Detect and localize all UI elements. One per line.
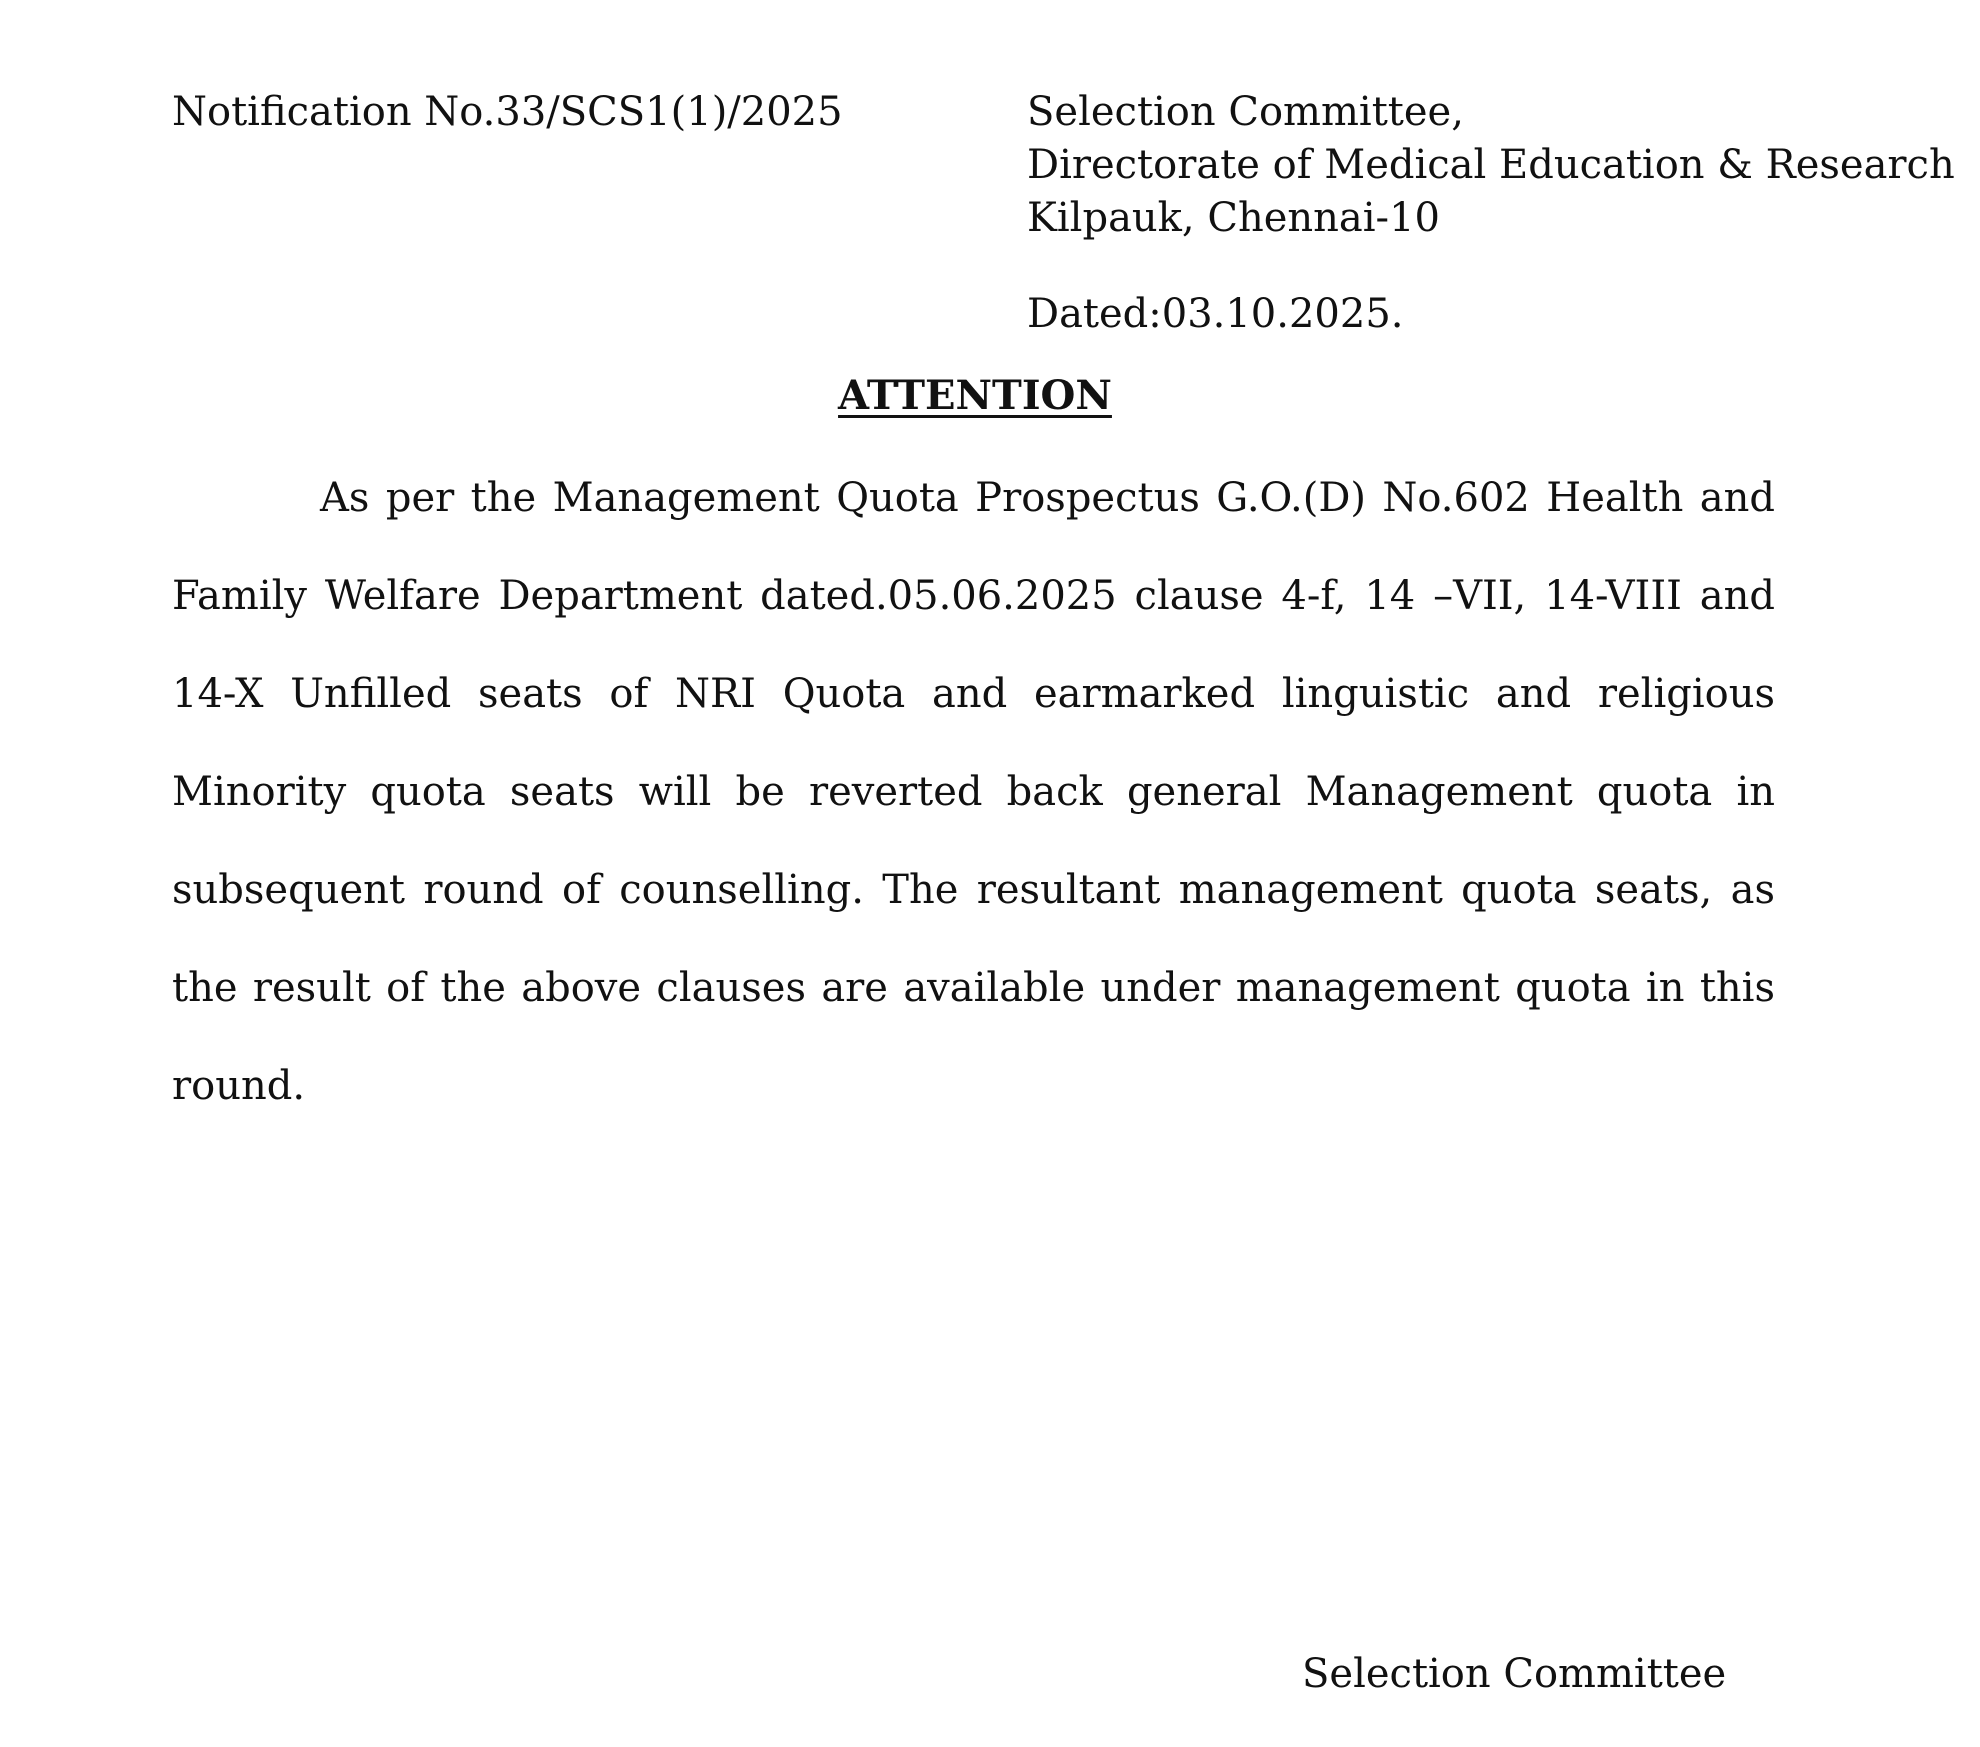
attention-heading: ATTENTION (838, 372, 1112, 419)
address-line-committee: Selection Committee, (1027, 89, 1464, 135)
address-line-city: Kilpauk, Chennai-10 (1027, 195, 1440, 241)
notification-date: Dated:03.10.2025. (1027, 291, 1404, 337)
notification-number: Notification No.33/SCS1(1)/2025 (172, 89, 843, 135)
notice-body-paragraph: As per the Management Quota Prospectus G.O.(D) No.602 Health and Family Welfare Department dated.05.06.2025 clause 4-f, 14 –VII, 14-VIII and 14-X Unfilled seats of NRI Quota and earmarked linguistic and religious Minority quota seats will be reverted back general Management quota in subsequent round of counselling. The resultant management quota seats, as the result of the above clauses are available under management quota in this round. (172, 475, 1775, 1109)
address-line-directorate: Directorate of Medical Education & Research (1027, 142, 1955, 188)
issuer-address (1027, 86, 1955, 245)
signature-line: Selection Committee (1302, 1651, 1727, 1697)
